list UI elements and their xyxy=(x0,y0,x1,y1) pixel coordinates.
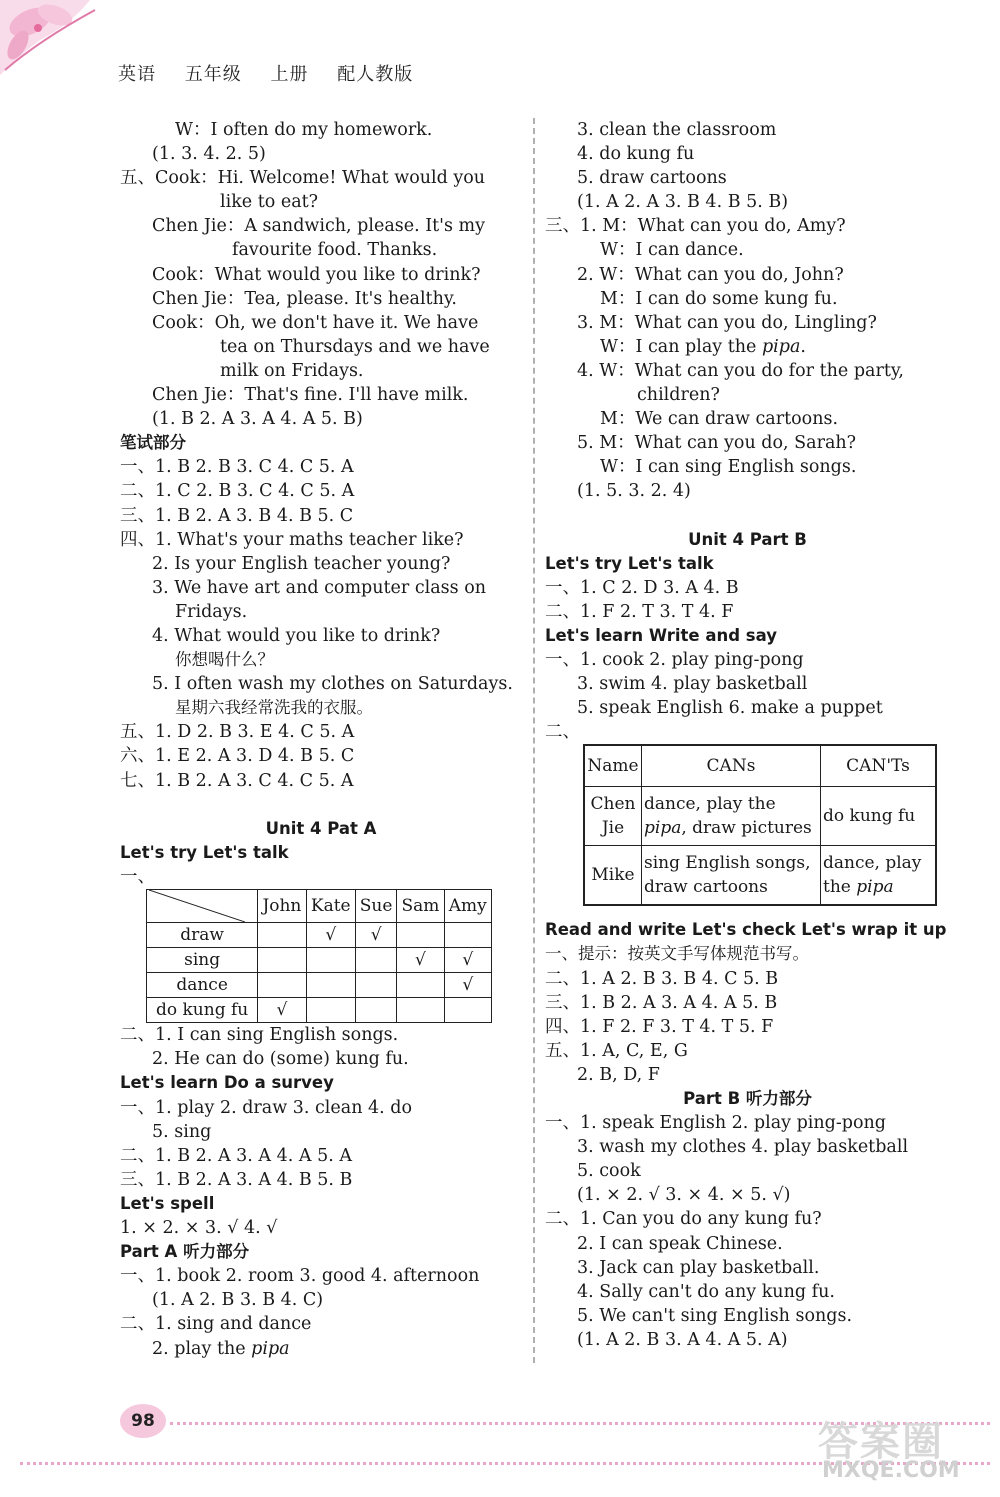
answer-line: 七、1. B 2. A 3. C 4. C 5. A xyxy=(120,770,354,791)
answer-line: 二、1. sing and dance xyxy=(120,1314,312,1335)
table-header: Amy xyxy=(444,889,491,922)
answer-line: Fridays. xyxy=(175,601,248,622)
watermark: 答案圈 xyxy=(818,1419,944,1465)
check-cell xyxy=(258,948,306,973)
answer-line: 三、1. B 2. A 3. B 4. B 5. C xyxy=(120,505,354,526)
check-cell: √ xyxy=(355,922,396,947)
left-column xyxy=(120,118,522,1361)
answer-line: 一、1. speak English 2. play ping-pong xyxy=(545,1113,886,1134)
answer-line: 4. Sally can't do any kung fu. xyxy=(577,1281,835,1302)
answer-line: M：We can draw cartoons. xyxy=(600,409,839,430)
answer-line: 3. clean the classroom xyxy=(577,120,777,140)
answer-line: Chen Jie：That's fine. I'll have milk. xyxy=(152,385,469,406)
italic-word: pipa xyxy=(761,336,801,357)
answer-line: 4. W：What can you do for the party, xyxy=(577,360,904,381)
table-row xyxy=(147,998,492,1023)
answer-line: Cook：What would you like to drink? xyxy=(152,264,481,285)
cans-cell xyxy=(642,846,821,906)
answer-line: Chen Jie：Tea, please. It's healthy. xyxy=(152,288,457,309)
page-header xyxy=(118,60,435,86)
column-divider xyxy=(533,118,535,1363)
check-cell: √ xyxy=(444,948,491,973)
name-cell: Mike xyxy=(584,846,642,906)
answer-line: W：I often do my homework. xyxy=(175,120,433,140)
row-label: dance xyxy=(147,973,258,998)
answer-line: 六、1. E 2. A 3. D 4. B 5. C xyxy=(120,746,355,767)
section-heading: Let's try Let's talk xyxy=(120,842,289,862)
answer-line: Cook：Oh, we don't have it. We have xyxy=(152,312,479,333)
answer-line: 3. Jack can play basketball. xyxy=(577,1257,820,1278)
answer-line: 5. We can't sing English songs. xyxy=(577,1305,853,1326)
check-cell: √ xyxy=(258,998,306,1023)
check-cell xyxy=(258,973,306,998)
check-cell xyxy=(355,948,396,973)
check-cell: √ xyxy=(306,922,355,947)
answer-line: 五、Cook：Hi. Welcome! What would you xyxy=(120,168,486,189)
italic-word: pipa xyxy=(251,1338,290,1359)
answer-line: 5. cook xyxy=(577,1161,641,1182)
section-heading: Part A 听力部分 xyxy=(120,1242,250,1262)
answer-line: favourite food. Thanks. xyxy=(232,240,438,261)
answer-line: 一、1. B 2. B 3. C 4. C 5. A xyxy=(120,457,354,478)
answer-line: 星期六我经常洗我的衣服。 xyxy=(175,698,373,718)
answer-line: (1. × 2. √ 3. × 4. × 5. √) xyxy=(577,1185,791,1206)
row-label: do kung fu xyxy=(147,998,258,1023)
answer-line: 3. wash my clothes 4. play basketball xyxy=(577,1137,909,1158)
check-cell xyxy=(355,998,396,1023)
answer-line: Chen Jie：A sandwich, please. It's my xyxy=(152,216,486,237)
answer-line: 5. draw cartoons xyxy=(577,168,727,189)
diagonal-line-icon xyxy=(149,890,245,922)
answer-text: 2. play the xyxy=(152,1338,252,1359)
answer-line: 5. M：What can you do, Sarah? xyxy=(577,433,857,454)
unit-title: Unit 4 Part B xyxy=(688,529,807,549)
answer-line: 3. swim 4. play basketball xyxy=(577,674,808,695)
answer-line: 二、1. A 2. B 3. B 4. C 5. B xyxy=(545,968,779,989)
cell-text: sing English songs, xyxy=(644,853,811,874)
answer-line: 三、1. M：What can you do, Amy? xyxy=(545,216,846,237)
answer-line: 一、提示：按英文手写体规范书写。 xyxy=(545,944,809,964)
answer-line: W：I can dance. xyxy=(600,240,744,261)
check-cell xyxy=(306,998,355,1023)
table-row xyxy=(584,846,936,906)
answer-line: 一、1. book 2. room 3. good 4. afternoon xyxy=(120,1266,480,1287)
section-heading: Let's spell xyxy=(120,1193,215,1213)
answer-line: 4. do kung fu xyxy=(577,144,695,165)
table-header: Name xyxy=(584,745,642,787)
check-cell xyxy=(397,922,444,947)
answer-line: tea on Thursdays and we have xyxy=(220,336,490,357)
answer-text: W：I can play the xyxy=(600,336,762,357)
cell-text: draw cartoons xyxy=(644,877,768,898)
answer-line: 五、1. A, C, E, G xyxy=(545,1040,688,1061)
answer-line: 一、1. C 2. D 3. A 4. B xyxy=(545,577,739,598)
section-heading: 笔试部分 xyxy=(120,433,186,453)
table-header: John xyxy=(258,889,306,922)
answer-line: 3. M：What can you do, Lingling? xyxy=(577,312,877,333)
section-heading: Part B 听力部分 xyxy=(683,1089,812,1108)
answer-line: 1. × 2. × 3. √ 4. √ xyxy=(120,1218,278,1239)
answer-line: W：I can play the pipa. xyxy=(600,336,806,357)
section-heading: Let's try Let's talk xyxy=(545,553,714,573)
flower-decoration-icon xyxy=(0,0,120,80)
italic-word: pipa xyxy=(856,877,894,898)
name-cell: Chen Jie xyxy=(584,787,642,846)
italic-word: pipa xyxy=(644,818,682,839)
can-table xyxy=(583,744,937,906)
answer-line: 三、1. B 2. A 3. A 4. A 5. B xyxy=(545,992,778,1013)
check-cell xyxy=(306,973,355,998)
answer-line: W：I can sing English songs. xyxy=(600,457,857,478)
answer-line: (1. 3. 4. 2. 5) xyxy=(152,144,266,165)
answer-line: 你想喝什么？ xyxy=(175,650,274,670)
answer-line: 二、1. I can sing English songs. xyxy=(120,1025,399,1046)
cants-cell xyxy=(821,846,937,906)
cans-cell xyxy=(642,787,821,846)
answer-line: 二、1. F 2. T 3. T 4. F xyxy=(545,601,734,622)
answer-line: 二、1. C 2. B 3. C 4. C 5. A xyxy=(120,481,355,502)
table-row xyxy=(147,973,492,998)
cell-text: dance, play the xyxy=(823,853,922,898)
check-cell xyxy=(258,922,306,947)
answer-line: 二、 xyxy=(545,722,580,743)
check-cell: √ xyxy=(444,973,491,998)
row-label: sing xyxy=(147,948,258,973)
table-row xyxy=(147,922,492,947)
cell-text: , draw pictures xyxy=(681,818,812,839)
answer-line: 五、1. D 2. B 3. E 4. C 5. A xyxy=(120,722,355,743)
answer-line xyxy=(120,1337,522,1361)
answer-line: 3. We have art and computer class on xyxy=(152,577,486,598)
table-row xyxy=(584,787,936,846)
table-corner-cell xyxy=(147,889,258,922)
row-label: draw xyxy=(147,922,258,947)
table-header: Sue xyxy=(355,889,396,922)
survey-table xyxy=(146,889,492,1023)
answer-line: (1. B 2. A 3. A 4. A 5. B) xyxy=(152,409,363,430)
section-heading: Read and write Let's check Let's wrap it up xyxy=(545,920,947,940)
answer-line: 四、1. What's your maths teacher like? xyxy=(120,529,464,550)
answer-line: milk on Fridays. xyxy=(220,360,364,381)
header-subject: 英语 xyxy=(118,64,156,85)
answer-line: 一、 xyxy=(120,866,155,887)
answer-line: 二、1. Can you do any kung fu? xyxy=(545,1209,822,1230)
answer-line: 5. I often wash my clothes on Saturdays. xyxy=(152,674,513,695)
cell-text: dance, play the xyxy=(644,794,776,815)
table-header: CANs xyxy=(642,745,821,787)
answer-line: 5. speak English 6. make a puppet xyxy=(577,698,883,719)
check-cell: √ xyxy=(397,948,444,973)
table-row xyxy=(147,948,492,973)
check-cell xyxy=(397,998,444,1023)
header-edition: 配人教版 xyxy=(337,64,414,85)
table-header: Kate xyxy=(306,889,355,922)
cants-cell: do kung fu xyxy=(821,787,937,846)
header-volume: 上册 xyxy=(270,64,309,85)
answer-line: 2. Is your English teacher young? xyxy=(152,553,451,574)
answer-line: M：I can do some kung fu. xyxy=(600,288,838,309)
answer-line: 5. sing xyxy=(152,1121,212,1142)
answer-line: (1. A 2. A 3. B 4. B 5. B) xyxy=(577,192,789,213)
page-number: 98 xyxy=(120,1404,166,1438)
unit-title: Unit 4 Pat A xyxy=(265,818,377,838)
section-heading: Let's learn Do a survey xyxy=(120,1073,334,1093)
answer-line: (1. A 2. B 3. B 4. C) xyxy=(152,1290,324,1311)
answer-line: 4. What would you like to drink? xyxy=(152,625,441,646)
answer-line: 一、1. cook 2. play ping-pong xyxy=(545,649,804,670)
answer-line: (1. 5. 3. 2. 4) xyxy=(577,481,691,502)
answer-line: 二、1. B 2. A 3. A 4. A 5. A xyxy=(120,1145,352,1166)
check-cell xyxy=(444,922,491,947)
answer-line: children? xyxy=(637,385,720,406)
table-header: CAN'Ts xyxy=(821,745,937,787)
answer-line: 2. W：What can you do, John? xyxy=(577,264,844,285)
right-column xyxy=(545,118,950,1352)
watermark-url: MXQE.COM xyxy=(822,1458,960,1483)
answer-line: 2. He can do (some) kung fu. xyxy=(152,1049,409,1070)
answer-line: 2. I can speak Chinese. xyxy=(577,1233,783,1254)
check-cell xyxy=(397,973,444,998)
section-heading: Let's learn Write and say xyxy=(545,625,777,645)
answer-line: 四、1. F 2. F 3. T 4. T 5. F xyxy=(545,1016,774,1037)
answer-line: 三、1. B 2. A 3. A 4. B 5. B xyxy=(120,1169,353,1190)
check-cell xyxy=(355,973,396,998)
header-grade: 五年级 xyxy=(184,64,242,85)
table-header: Sam xyxy=(397,889,444,922)
check-cell xyxy=(444,998,491,1023)
answer-line: (1. A 2. B 3. A 4. A 5. A) xyxy=(577,1329,788,1350)
answer-line: 一、1. play 2. draw 3. clean 4. do xyxy=(120,1097,413,1118)
answer-line: 2. B, D, F xyxy=(577,1064,660,1085)
check-cell xyxy=(306,948,355,973)
answer-line: like to eat? xyxy=(220,192,319,213)
